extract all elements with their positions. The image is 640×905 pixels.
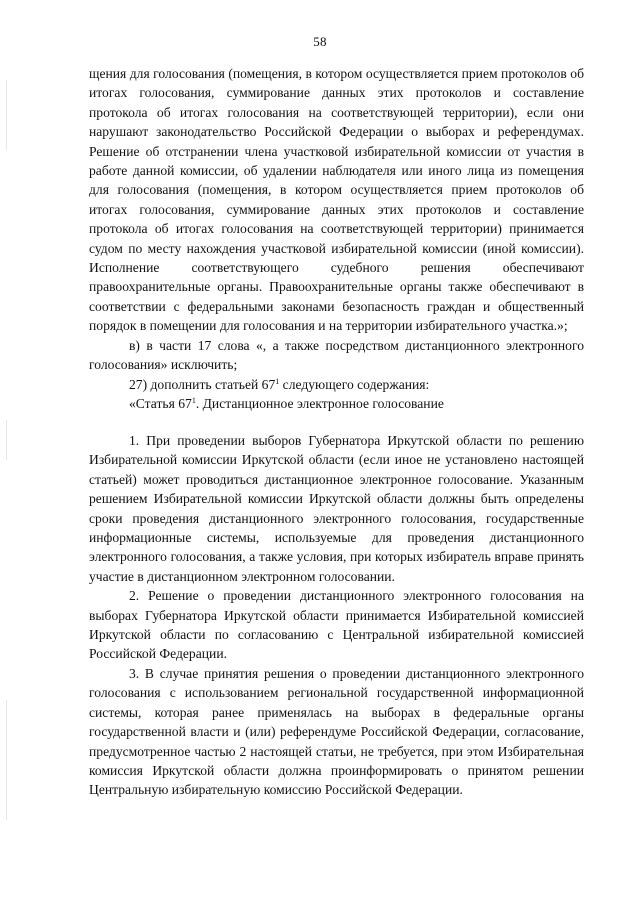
article-heading-suffix: . Дистанционное электронное голосование [195, 395, 444, 411]
article-paragraph-1: 1. При проведении выборов Губернатора Иркутской области по решению Избирательной комиссии Иркутской области (если иное не установлено настоящей статьей) может проводиться дистанционное электронное голосование. Указанным решением Избирательной комиссии Иркутской области должны быть определены сроки проведения дистанционного электронного голосования, государственные информационные системы, используемые для проведения дистанционного электронного голосования, а также условия, при которых избиратель вправе принять участие в дистанционном электронном голосовании. [89, 433, 584, 584]
scan-margin-artifact [6, 420, 7, 460]
article-heading-superscript: 1 [191, 395, 196, 405]
item-27-superscript: 1 [275, 376, 280, 386]
text-section-article [89, 431, 584, 800]
paragraph-subitem-v: в) в части 17 слова «, а также посредством дистанционного электронного голосования» исключить; [89, 337, 584, 373]
article-heading-prefix: «Статья 67 [129, 395, 192, 411]
item-27-suffix: следующего содержания: [279, 376, 430, 392]
article-paragraph-2: 2. Решение о проведении дистанционного электронного голосования на выборах Губернатора Иркутской области принимается Избирательной комиссией Иркутской области по согласованию с Центральной избирательной комиссией Российской Федерации. [89, 588, 584, 662]
paragraph-item-27 [89, 375, 584, 394]
item-27-prefix: 27) дополнить статьей 67 [129, 376, 276, 392]
page-number: 58 [313, 34, 327, 49]
text-section-upper [89, 64, 584, 413]
article-paragraph-3: 3. В случае принятия решения о проведении дистанционного электронного голосования с использованием региональной государственной информационной системы, которая ранее применялась на выборах в федеральные органы государственной власти и (или) референдуме Российской Федерации, согласование, предусмотренное частью 2 настоящей статьи, не требуется, при этом Избирательная комиссия Иркутской области должна проинформировать о принятом решении Центральную избирательную комиссию Российской Федерации. [89, 665, 584, 798]
paragraph-continuation: щения для голосования (помещения, в котором осуществляется прием протоколов об итогах голосования, суммирование данных этих протоколов и составление протокола об итогах голосования на соответствующей территории), если они нарушают законодательство Российской Федерации о выборах и референдумах. Решение об отстранении члена участковой избирательной комиссии от участия в работе данной комиссии, об удалении наблюдателя или иного лица из помещения для голосования (помещения, в котором осуществляется прием протоколов об итогах голосования, суммирование данных этих протоколов и составление протокола об итогах голосования на соответствующей территории) принимается судом по месту нахождения участковой избирательной комиссии (иной комиссии). Исполнение соответствующего судебного решения обеспечивают правоохранительные органы. Правоохранительные органы также обеспечивают в соответствии с федеральными законами безопасность граждан и общественный порядок в помещении для голосования и на территории избирательного участка.»; [89, 66, 584, 334]
article-heading [89, 394, 584, 413]
scan-margin-artifact [6, 700, 7, 820]
scan-margin-artifact [6, 80, 7, 150]
